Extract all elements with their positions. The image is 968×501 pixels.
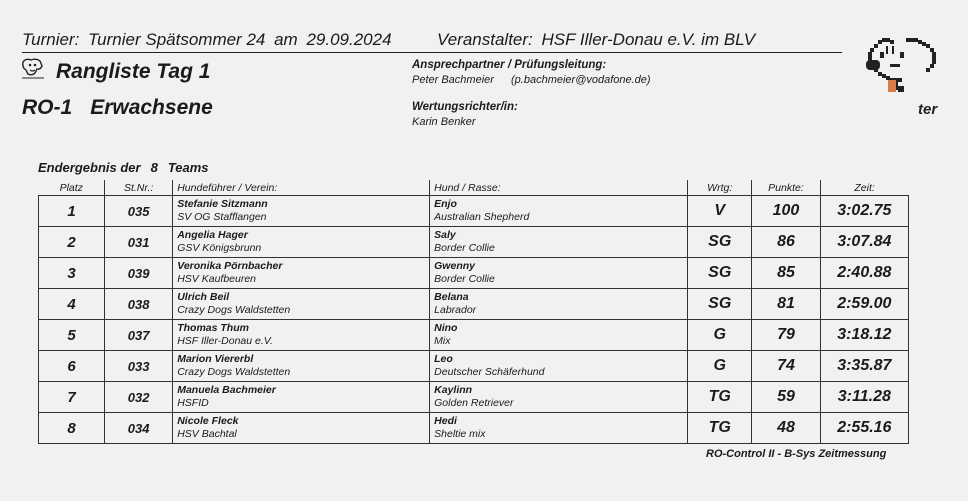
place-cell: 2 bbox=[39, 227, 105, 258]
dog-cell bbox=[430, 382, 688, 413]
dog-icon bbox=[20, 56, 46, 82]
rating-cell: V bbox=[688, 196, 752, 227]
dog-breed: Border Collie bbox=[434, 242, 495, 254]
start-number-cell: 034 bbox=[105, 413, 173, 444]
contact-name: Peter Bachmeier bbox=[412, 74, 494, 86]
tournament-date: 29.09.2024 bbox=[306, 30, 392, 49]
organizer-name: HSF Iller-Donau e.V. im BLV bbox=[541, 30, 756, 49]
dog-logo-icon bbox=[860, 34, 948, 122]
table-row bbox=[39, 320, 909, 351]
handler-cell bbox=[173, 413, 430, 444]
dog-cell bbox=[430, 289, 688, 320]
col-handler: Hundeführer / Verein: bbox=[173, 180, 430, 196]
place-cell: 5 bbox=[39, 320, 105, 351]
dog-cell bbox=[430, 227, 688, 258]
organizer-label: Veranstalter: bbox=[437, 30, 533, 49]
table-row bbox=[39, 227, 909, 258]
handler-name: Thomas Thum bbox=[177, 322, 249, 334]
judge-block bbox=[412, 100, 518, 130]
handler-cell bbox=[173, 289, 430, 320]
col-time: Zeit: bbox=[820, 180, 908, 196]
col-start: St.Nr.: bbox=[105, 180, 173, 196]
handler-club: Crazy Dogs Waldstetten bbox=[177, 304, 291, 316]
dog-breed: Sheltie mix bbox=[434, 428, 486, 440]
time-cell: 3:18.12 bbox=[820, 320, 908, 351]
class-title bbox=[22, 96, 213, 120]
tournament-label: Turnier: bbox=[22, 30, 80, 49]
contact-block bbox=[412, 58, 651, 88]
judge-name: Karin Benker bbox=[412, 116, 476, 128]
handler-name: Manuela Bachmeier bbox=[177, 384, 276, 396]
place-cell: 1 bbox=[39, 196, 105, 227]
rating-cell: TG bbox=[688, 413, 752, 444]
handler-club: HSV Kaufbeuren bbox=[177, 273, 257, 285]
handler-name: Angelia Hager bbox=[177, 229, 248, 241]
points-cell: 79 bbox=[752, 320, 820, 351]
summary-label: Endergebnis der bbox=[38, 160, 141, 175]
handler-club: GSV Königsbrunn bbox=[177, 242, 262, 254]
points-cell: 81 bbox=[752, 289, 820, 320]
place-cell: 7 bbox=[39, 382, 105, 413]
col-place: Platz bbox=[39, 180, 105, 196]
handler-cell bbox=[173, 196, 430, 227]
handler-cell bbox=[173, 351, 430, 382]
dog-name: Saly bbox=[434, 229, 456, 241]
handler-club: HSF Iller-Donau e.V. bbox=[177, 335, 273, 347]
contact-email: (p.bachmeier@vodafone.de) bbox=[511, 74, 651, 86]
table-header-row bbox=[39, 180, 909, 196]
dog-cell bbox=[430, 320, 688, 351]
place-cell: 4 bbox=[39, 289, 105, 320]
dog-name: Nino bbox=[434, 322, 458, 334]
tournament-name: Turnier Spätsommer 24 bbox=[88, 30, 266, 49]
date-label: am bbox=[274, 30, 298, 49]
dog-cell bbox=[430, 351, 688, 382]
handler-club: HSFID bbox=[177, 397, 209, 409]
points-cell: 86 bbox=[752, 227, 820, 258]
handler-cell bbox=[173, 227, 430, 258]
dog-cell bbox=[430, 413, 688, 444]
time-cell: 3:11.28 bbox=[820, 382, 908, 413]
points-cell: 85 bbox=[752, 258, 820, 289]
rating-cell: SG bbox=[688, 289, 752, 320]
start-number-cell: 038 bbox=[105, 289, 173, 320]
rating-cell: G bbox=[688, 320, 752, 351]
results-table bbox=[38, 180, 909, 444]
dog-name: Enjo bbox=[434, 198, 457, 210]
dog-breed: Border Collie bbox=[434, 273, 495, 285]
table-row bbox=[39, 382, 909, 413]
tournament-header bbox=[22, 30, 842, 53]
handler-cell bbox=[173, 320, 430, 351]
table-row bbox=[39, 289, 909, 320]
handler-club: HSV Bachtal bbox=[177, 428, 237, 440]
rating-cell: TG bbox=[688, 382, 752, 413]
handler-club: SV OG Stafflangen bbox=[177, 211, 267, 223]
table-row bbox=[39, 258, 909, 289]
result-summary bbox=[38, 160, 209, 175]
rating-cell: SG bbox=[688, 258, 752, 289]
time-cell: 3:07.84 bbox=[820, 227, 908, 258]
judge-label: Wertungsrichter/in: bbox=[412, 101, 518, 113]
class-code: RO-1 bbox=[22, 96, 73, 119]
dog-breed: Australian Shepherd bbox=[434, 211, 530, 223]
place-cell: 6 bbox=[39, 351, 105, 382]
rating-cell: SG bbox=[688, 227, 752, 258]
handler-name: Marion Viererbl bbox=[177, 353, 254, 365]
points-cell: 74 bbox=[752, 351, 820, 382]
col-dog: Hund / Rasse: bbox=[430, 180, 688, 196]
table-row bbox=[39, 413, 909, 444]
time-cell: 2:55.16 bbox=[820, 413, 908, 444]
handler-name: Veronika Pörnbacher bbox=[177, 260, 283, 272]
summary-count: 8 bbox=[150, 160, 158, 175]
start-number-cell: 033 bbox=[105, 351, 173, 382]
time-cell: 3:35.87 bbox=[820, 351, 908, 382]
handler-cell bbox=[173, 382, 430, 413]
dog-name: Hedi bbox=[434, 415, 457, 427]
class-category: Erwachsene bbox=[90, 96, 213, 119]
dog-name: Leo bbox=[434, 353, 453, 365]
summary-unit: Teams bbox=[167, 160, 209, 175]
start-number-cell: 032 bbox=[105, 382, 173, 413]
time-cell: 2:40.88 bbox=[820, 258, 908, 289]
col-rating: Wrtg: bbox=[688, 180, 752, 196]
start-number-cell: 039 bbox=[105, 258, 173, 289]
time-cell: 3:02.75 bbox=[820, 196, 908, 227]
col-points: Punkte: bbox=[752, 180, 820, 196]
points-cell: 100 bbox=[752, 196, 820, 227]
points-cell: 59 bbox=[752, 382, 820, 413]
table-row bbox=[39, 351, 909, 382]
points-cell: 48 bbox=[752, 413, 820, 444]
logo-text: ter bbox=[918, 101, 938, 118]
dog-name: Belana bbox=[434, 291, 469, 303]
start-number-cell: 037 bbox=[105, 320, 173, 351]
footer-credit: RO-Control II - B-Sys Zeitmessung bbox=[706, 448, 887, 460]
place-cell: 8 bbox=[39, 413, 105, 444]
handler-name: Ulrich Beil bbox=[177, 291, 230, 303]
handler-club: Crazy Dogs Waldstetten bbox=[177, 366, 291, 378]
start-number-cell: 031 bbox=[105, 227, 173, 258]
dog-name: Gwenny bbox=[434, 260, 475, 272]
contact-label: Ansprechpartner / Prüfungsleitung: bbox=[412, 59, 607, 71]
ranking-title: Rangliste Tag 1 bbox=[56, 60, 211, 83]
table-row bbox=[39, 196, 909, 227]
dog-breed: Labrador bbox=[434, 304, 477, 316]
dog-cell bbox=[430, 258, 688, 289]
place-cell: 3 bbox=[39, 258, 105, 289]
dog-breed: Mix bbox=[434, 335, 451, 347]
handler-name: Nicole Fleck bbox=[177, 415, 239, 427]
time-cell: 2:59.00 bbox=[820, 289, 908, 320]
handler-name: Stefanie Sitzmann bbox=[177, 198, 268, 210]
rating-cell: G bbox=[688, 351, 752, 382]
dog-name: Kaylinn bbox=[434, 384, 473, 396]
start-number-cell: 035 bbox=[105, 196, 173, 227]
dog-breed: Golden Retriever bbox=[434, 397, 514, 409]
dog-cell bbox=[430, 196, 688, 227]
dog-breed: Deutscher Schäferhund bbox=[434, 366, 545, 378]
handler-cell bbox=[173, 258, 430, 289]
